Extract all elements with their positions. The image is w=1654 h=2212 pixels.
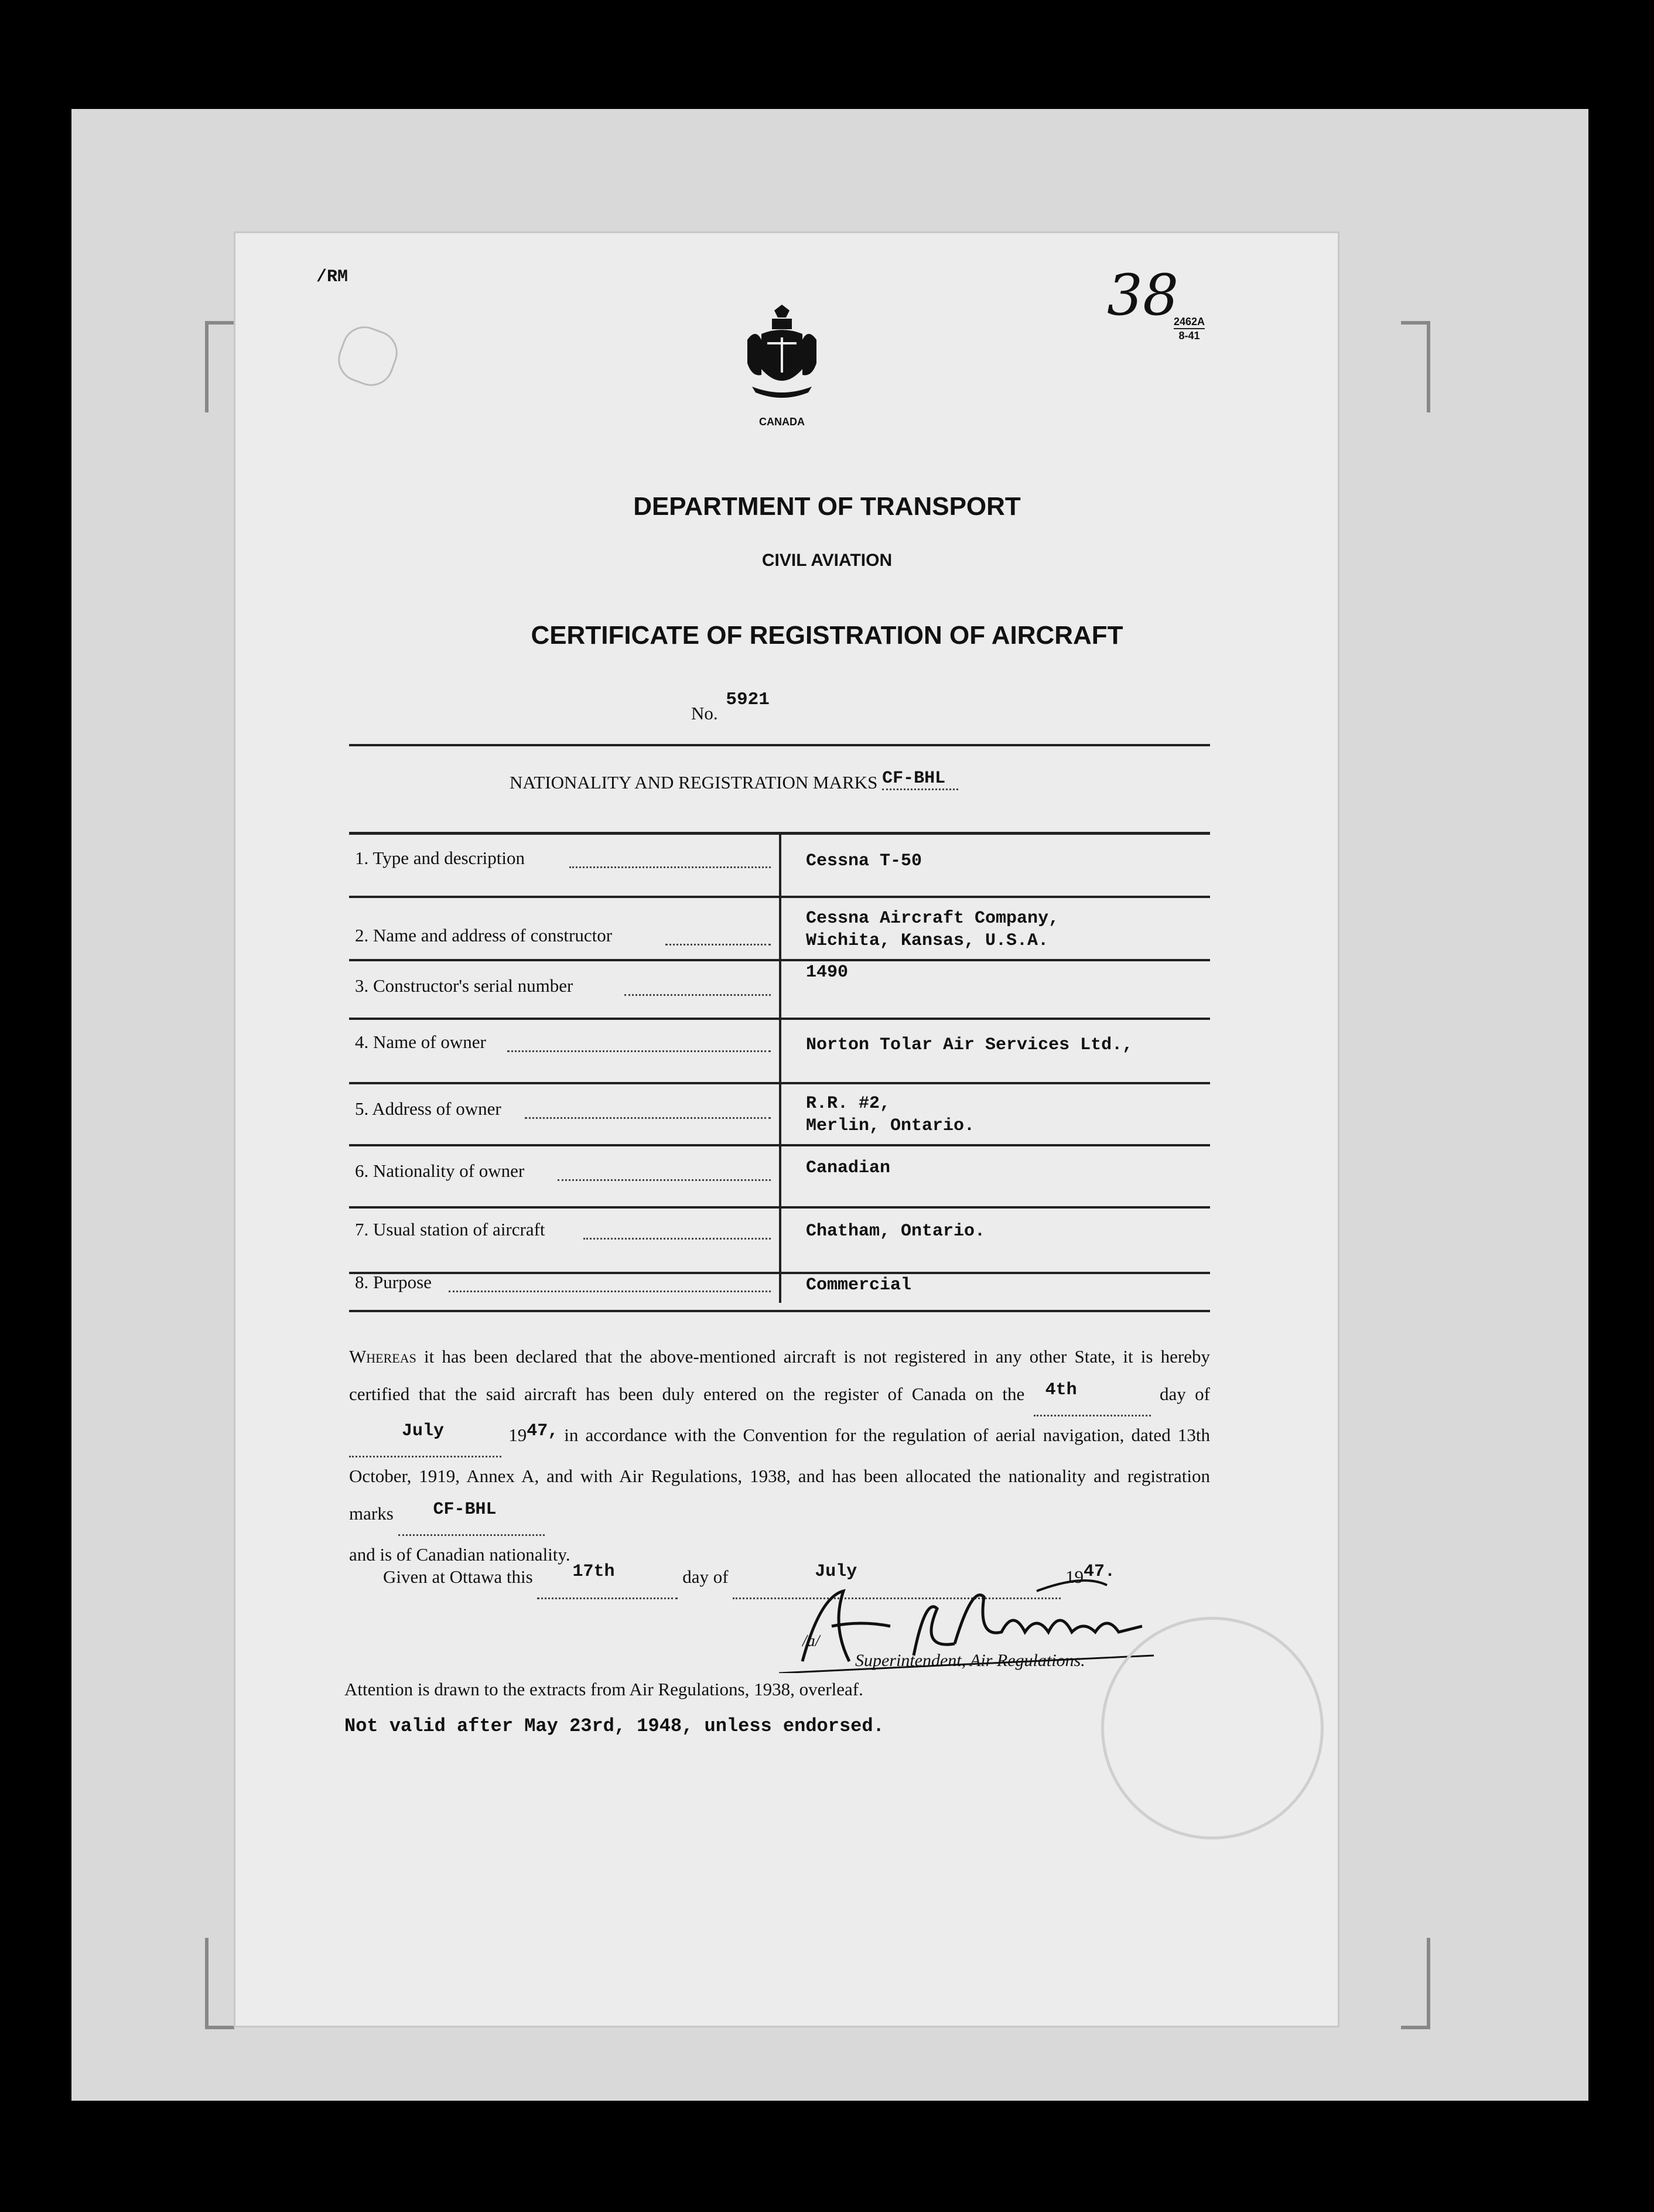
signatory-title: Superintendent, Air Regulations. [855,1651,1085,1670]
department-heading: DEPARTMENT OF TRANSPORT [633,492,1021,521]
certificate-number: 5921 [726,689,770,710]
coat-of-arms-icon [744,305,820,416]
canada-coat-of-arms [744,305,820,428]
table-row: 1. Type and description Cessna T-50 [349,835,1210,898]
given-at-line: Given at Ottawa this 17th day of July 1947. [383,1558,1244,1599]
attention-note: Attention is drawn to the extracts from Air Regulations, 1938, overleaf. [344,1679,863,1699]
entered-day-field: 4th [1034,1375,1151,1416]
form-number: 2462A 8-41 [1174,316,1205,342]
table-row: 2. Name and address of constructor Cessna Aircraft Company, Wichita, Kansas, U.S.A. [349,898,1210,961]
certificate-number-line: No. 5921 [691,689,770,723]
entered-year-field: 47, [527,1421,559,1441]
crop-mark-bottom-left [205,1938,234,2029]
given-day-field: 17th [537,1558,678,1599]
branch-heading: CIVIL AVIATION [761,551,893,570]
validity-note: Not valid after May 23rd, 1948, unless endorsed. [344,1715,884,1737]
registration-marks: CF-BHL [882,769,958,790]
handwritten-file-number: 38 [1107,262,1179,328]
marks-line: NATIONALITY AND REGISTRATION MARKS CF-BHL [510,772,958,796]
reference-initials: /RM [316,267,348,287]
emblem-caption: CANADA [759,416,805,428]
table-bottom-border [349,1310,1210,1312]
embossed-seal [1101,1617,1324,1839]
table-row: 5. Address of owner R.R. #2, Merlin, Ontario. [349,1084,1210,1146]
certification-paragraph: Whereas it has been declared that the above-mentioned aircraft is not registered in any other State, it is hereby certified that the said aircraft has been duly entered on the register of Canada on the 4th day of July 1947, in accordance with the Convention for the regulation of aerial navigation, dated 13th October, 1919, Annex A, and with Air Regulations, 1938, and has been allocated the nationality and registration marks CF-BHL and is of Canadian nationality. [349,1346,1211,1565]
table-row: 3. Constructor's serial number 1490 [349,961,1210,1020]
table-row: 4. Name of owner Norton Tolar Air Services Ltd., [349,1020,1210,1084]
marks-field: CF-BHL [398,1495,545,1536]
certificate-title: CERTIFICATE OF REGISTRATION OF AIRCRAFT [531,621,1123,650]
given-month-field: July [733,1558,1061,1599]
separator-line [349,744,1210,746]
crop-mark-bottom-right [1401,1938,1430,2029]
table-row: 6. Nationality of owner Canadian [349,1146,1210,1209]
per-mark: /a/ [802,1632,820,1650]
entered-month-field: July [349,1416,501,1457]
whereas-word: Whereas [349,1346,416,1367]
given-year-field: 47. [1084,1562,1116,1582]
crop-mark-top-right [1401,321,1430,412]
table-row: 7. Usual station of aircraft Chatham, Ontario. [349,1209,1210,1274]
bleed-through-text [1207,390,1265,391]
table-row: 8. Purpose Commercial [355,1272,912,1295]
crop-mark-top-left [205,321,234,412]
